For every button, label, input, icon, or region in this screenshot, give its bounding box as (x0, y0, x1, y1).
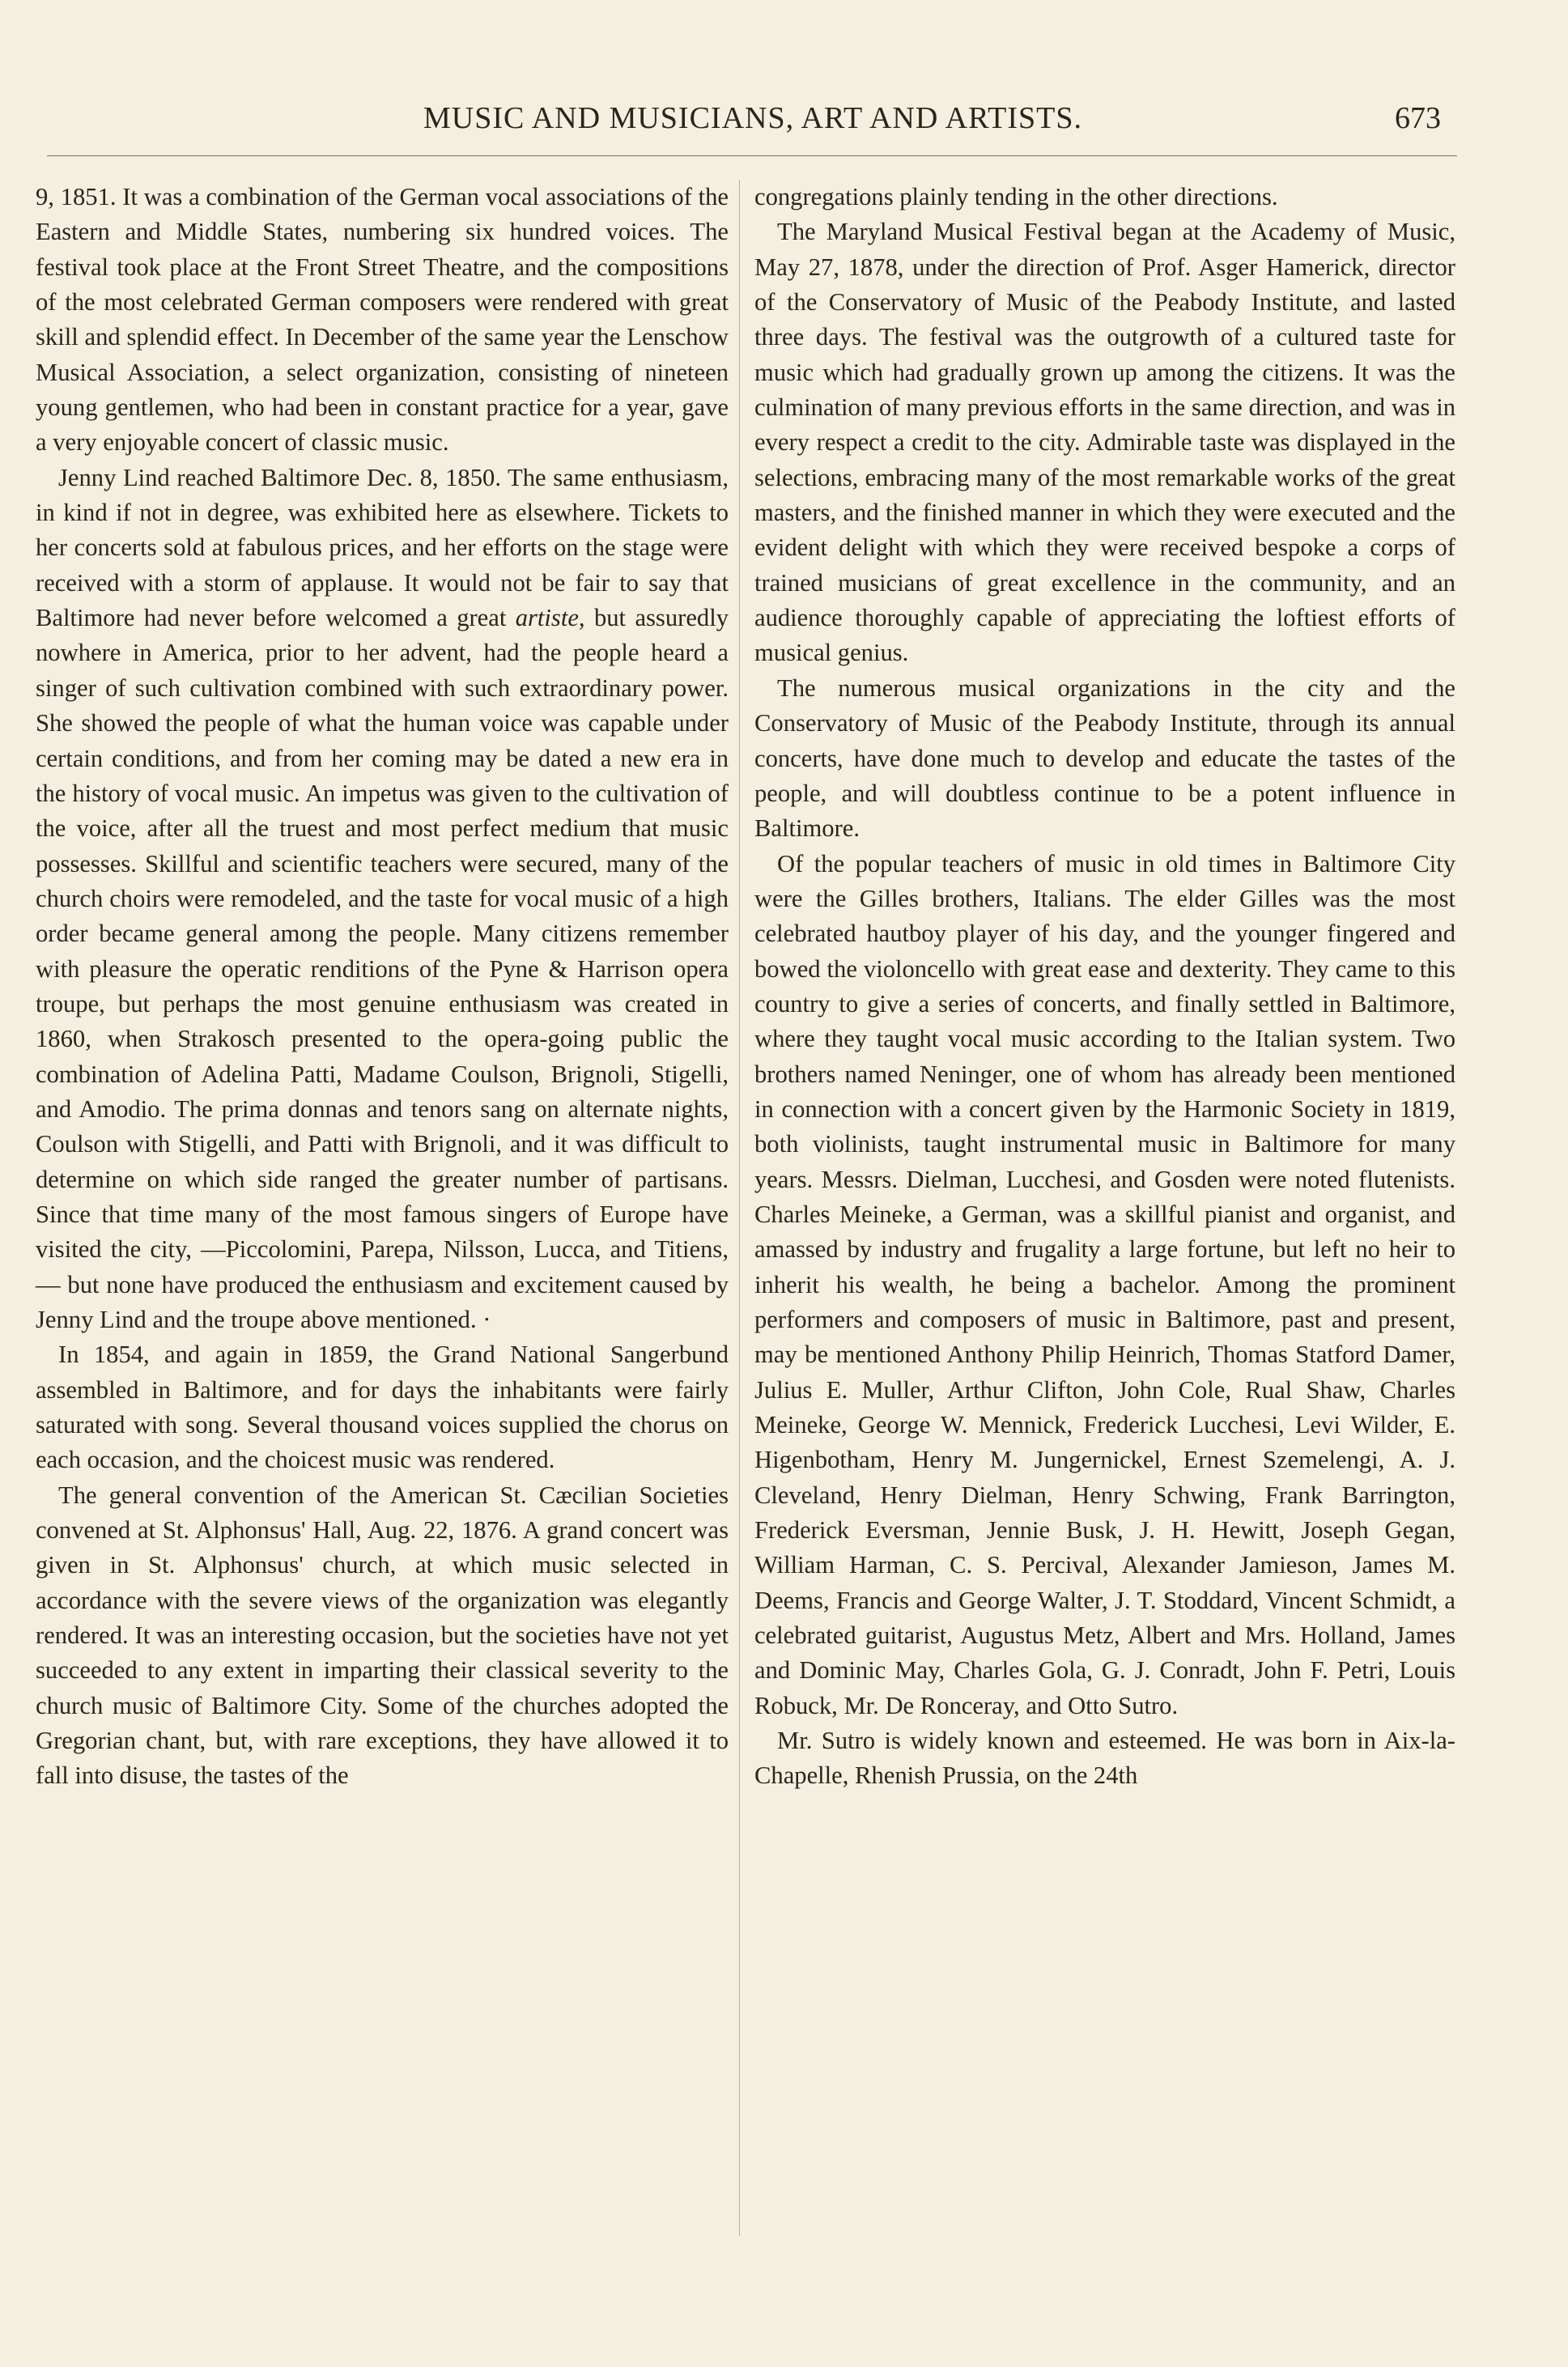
italic-term: artiste, (515, 604, 585, 632)
header-rule (47, 155, 1457, 156)
page-number: 673 (1395, 101, 1441, 135)
paragraph: In 1854, and again in 1859, the Grand National Sangerbund assembled in Baltimore, and for days the inhabitants were fairly saturated with song. Several thousand voices supplied the chorus on each occasion, and the choicest music was rendered. (36, 1341, 729, 1474)
paragraph: The numerous musical organizations in the city and the Conservatory of Music of the Peabody Institute, through its annual concerts, have done much to develop and educate the tastes of the people, and will doubtless continue to be a potent influence in Baltimore. (754, 674, 1455, 843)
paragraph: The general convention of the American St. Cæcilian Societies convened at St. Alphonsus' Hall, Aug. 22, 1876. A grand concert was given in St. Alphonsus' church, at which music selected in accordance with the severe views of the organization was elegantly rendered. It was an interesting occasion, but the societies have not yet succeeded to any extent in imparting their classical severity to the church music of Baltimore City. Some of the churches adopted the Gregorian chant, but, with rare exceptions, they have allowed it to fall into disuse, the tastes of the (36, 1481, 729, 1790)
paragraph: Mr. Sutro is widely known and esteemed. He was born in Aix-la-Chapelle, Rhenish Prussia, on the 24th (754, 1727, 1455, 1790)
paragraph: 9, 1851. It was a combination of the German vocal associations of the Eastern and Middle States, numbering six hundred voices. The festival took place at the Front Street Theatre, and the compositions of the most celebrated German composers were rendered with great skill and splendid effect. In December of the same year the Lenschow Musical Association, a select organization, consisting of nineteen young gentlemen, who had been in constant practice for a year, gave a very enjoyable concert of classic music. (36, 183, 729, 457)
page-header (49, 92, 1457, 149)
paragraph: The Maryland Musical Festival began at the Academy of Music, May 27, 1878, under the direction of Prof. Asger Hamerick, director of the Conservatory of Music of the Peabody Institute, and lasted three days. The festival was the outgrowth of a cultured taste for music which had gradually grown up among the citizens. It was the culmination of many previous efforts in the same direction, and was in every respect a credit to the city. Admirable taste was displayed in the selections, embracing many of the most remarkable works of the great masters, and the finished manner in which they were executed and the evident delight with which they were received bespoke a corps of trained musicians of great excellence in the community, and an audience thoroughly capable of appreciating the loftiest efforts of musical genius. (754, 218, 1455, 667)
paragraph (36, 461, 729, 1338)
paragraph: congregations plainly tending in the other directions. (754, 183, 1278, 210)
running-head: MUSIC AND MUSICIANS, ART AND ARTISTS. (423, 101, 1083, 135)
column-divider (739, 180, 740, 2236)
right-column (754, 180, 1455, 1794)
left-column (36, 180, 729, 1794)
paragraph: Of the popular teachers of music in old times in Baltimore City were the Gilles brothers, Italians. The elder Gilles was the most celebrated hautboy player of his day, and the younger fingered and bowed the violoncello with great ease and dexterity. They came to this country to give a series of concerts, and finally settled in Baltimore, where they taught vocal music according to the Italian system. Two brothers named Neninger, one of whom has already been mentioned in connection with a concert given by the Harmonic Society in 1819, both violinists, taught instrumental music in Baltimore for many years. Messrs. Dielman, Lucchesi, and Gosden were noted flutenists. Charles Meineke, a German, was a skillful pianist and organist, and amassed by industry and frugality a large fortune, but left no heir to inherit his wealth, he being a bachelor. Among the prominent performers and composers of music in Baltimore, past and present, may be mentioned Anthony Philip Heinrich, Thomas Statford Damer, Julius E. Muller, Arthur Clifton, John Cole, Rual Shaw, Charles Meineke, George W. Mennick, Frederick Lucchesi, Levi Wilder, E. Higenbotham, Henry M. Jungernickel, Ernest Szemelengi, A. J. Cleveland, Henry Dielman, Henry Schwing, Frank Barrington, Frederick Eversman, Jennie Busk, J. H. Hewitt, Joseph Gegan, William Harman, C. S. Percival, Alexander Jamieson, James M. Deems, Francis and George Walter, J. T. Stoddard, Vincent Schmidt, a celebrated guitarist, Augustus Metz, Albert and Mrs. Holland, James and Dominic May, Charles Gola, G. J. Conradt, John F. Petri, Louis Robuck, Mr. De Ronceray, and Otto Sutro. (754, 849, 1455, 1719)
paragraph-text: Jenny Lind reached Baltimore Dec. 8, 1850. The same enthusiasm, in kind if not in degree, was exhibited here as elsewhere. Tickets to her concerts sold at fabulous prices, and her efforts on the stage were received with a storm of applause. It would not be fair to say that Baltimore had never before welcomed a great (36, 463, 729, 632)
paragraph-text: but assuredly nowhere in America, prior to her advent, had the people heard a singer of such cultivation combined with such extraordinary power. She showed the people of what the human voice was capable under certain conditions, and from her coming may be dated a new era in the history of vocal music. An impetus was given to the cultivation of the voice, after all the truest and most perfect medium that music possesses. Skillful and scientific teachers were secured, many of the church choirs were remodeled, and the taste for vocal music of a high order became general among the people. Many citizens remember with pleasure the operatic renditions of the Pyne & Harrison opera troupe, but perhaps the most genuine enthusiasm was created in 1860, when Strakosch presented to the opera-going public the combination of Adelina Patti, Madame Coulson, Brignoli, Stigelli, and Amodio. The prima donnas and tenors sang on alternate nights, Coulson with Stigelli, and Patti with Brignoli, and it was difficult to determine on which side ranged the greater number of partisans. Since that time many of the most famous singers of Europe have visited the city, —Piccolomini, Parepa, Nilsson, Lucca, and Titiens,— but none have produced the enthusiasm and excitement caused by Jenny Lind and the troupe above mentioned. · (36, 604, 729, 1333)
